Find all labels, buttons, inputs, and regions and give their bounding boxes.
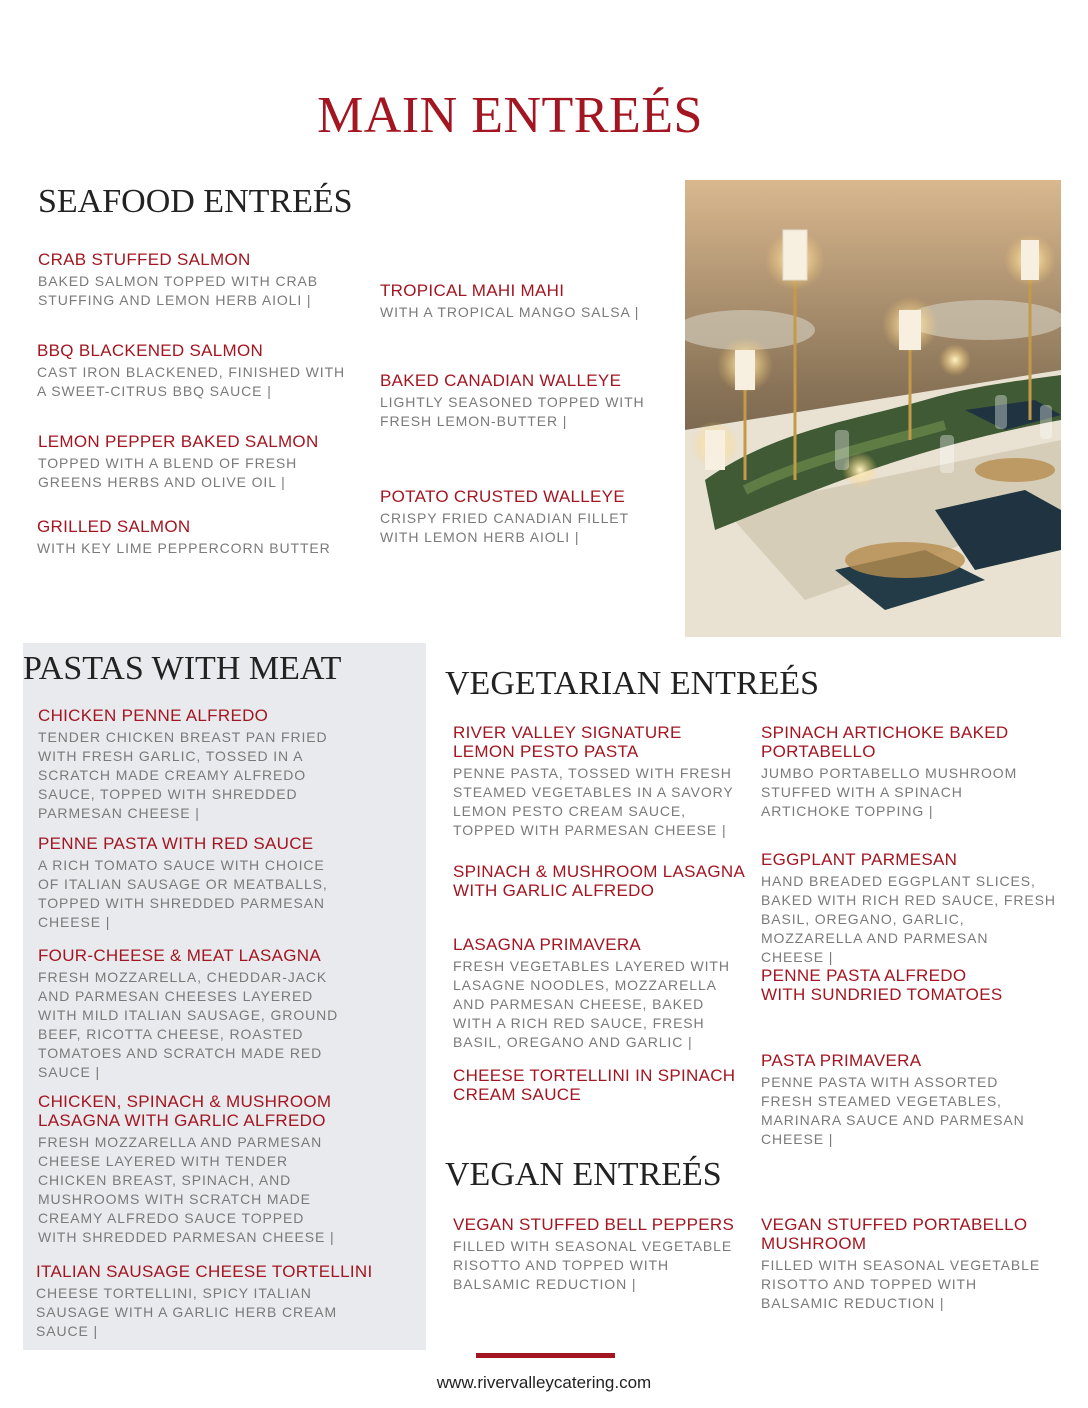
menu-item	[38, 834, 348, 932]
item-description: TENDER CHICKEN BREAST PAN FRIED WITH FRESH GARLIC, TOSSED IN A SCRATCH MADE CREAMY ALFREDO SAUCE, TOPPED WITH SHREDDED PARMESAN CHEESE |	[38, 729, 328, 821]
item-description: HAND BREADED EGGPLANT SLICES, BAKED WITH RICH RED SAUCE, FRESH BASIL, OREGANO, GARLIC, MOZZARELLA AND PARMESAN CHEESE |	[761, 873, 1056, 965]
item-description: PENNE PASTA, TOSSED WITH FRESH STEAMED VEGETABLES IN A SAVORY LEMON PESTO CREAM SAUCE, TOPPED WITH PARMESAN CHEESE |	[453, 765, 734, 838]
item-name: PASTA PRIMAVERA	[761, 1051, 922, 1070]
pastas-heading: PASTAS WITH MEAT	[23, 650, 342, 687]
menu-item	[380, 487, 670, 547]
item-description: FILLED WITH SEASONAL VEGETABLE RISOTTO AND TOPPED WITH BALSAMIC REDUCTION |	[453, 1238, 733, 1292]
item-name: BBQ BLACKENED SALMON	[37, 341, 264, 360]
menu-item	[38, 250, 358, 310]
item-description: TOPPED WITH A BLEND OF FRESH GREENS HERBS AND OLIVE OIL |	[38, 455, 298, 490]
menu-item	[380, 371, 680, 431]
menu-item	[761, 1051, 1051, 1149]
item-name: CRAB STUFFED SALMON	[38, 250, 251, 269]
menu-item	[38, 1092, 348, 1247]
menu-item	[453, 1215, 743, 1294]
item-name: TROPICAL MAHI MAHI	[380, 281, 565, 300]
item-name: CHICKEN, SPINACH & MUSHROOM LASAGNA WITH GARLIC ALFREDO	[38, 1092, 332, 1130]
item-name: BAKED CANADIAN WALLEYE	[380, 371, 622, 390]
item-name: VEGAN STUFFED BELL PEPPERS	[453, 1215, 735, 1234]
item-name: LASAGNA PRIMAVERA	[453, 935, 642, 954]
menu-item	[453, 723, 743, 840]
item-description: A RICH TOMATO SAUCE WITH CHOICE OF ITALIAN SAUSAGE OR MEATBALLS, TOPPED WITH SHREDDED PARMESAN CHEESE |	[38, 857, 328, 930]
menu-item	[453, 935, 748, 1052]
item-name: PENNE PASTA ALFREDO WITH SUNDRIED TOMATOES	[761, 966, 1003, 1004]
item-name: POTATO CRUSTED WALLEYE	[380, 487, 625, 506]
item-name: VEGAN STUFFED PORTABELLO MUSHROOM	[761, 1215, 1028, 1253]
item-name: RIVER VALLEY SIGNATURE LEMON PESTO PASTA	[453, 723, 682, 761]
item-description: CAST IRON BLACKENED, FINISHED WITH A SWEET-CITRUS BBQ SAUCE |	[37, 364, 346, 399]
item-description: FRESH MOZZARELLA AND PARMESAN CHEESE LAYERED WITH TENDER CHICKEN BREAST, SPINACH, AND MUSHROOMS WITH SCRATCH MADE CREAMY ALFREDO SAUCE TOPPED WITH SHREDDED PARMESAN CHEESE |	[38, 1134, 335, 1245]
item-description: WITH A TROPICAL MANGO SALSA |	[380, 304, 640, 320]
item-name: GRILLED SALMON	[37, 517, 191, 536]
footer-divider	[476, 1353, 615, 1358]
item-description: FILLED WITH SEASONAL VEGETABLE RISOTTO AND TOPPED WITH BALSAMIC REDUCTION |	[761, 1257, 1041, 1311]
menu-item	[36, 1262, 376, 1341]
item-description: PENNE PASTA WITH ASSORTED FRESH STEAMED VEGETABLES, MARINARA SAUCE AND PARMESAN CHEESE |	[761, 1074, 1025, 1147]
item-description: CRISPY FRIED CANADIAN FILLET WITH LEMON HERB AIOLI |	[380, 510, 629, 545]
vegetarian-heading: VEGETARIAN ENTREÉS	[445, 665, 820, 702]
menu-item	[380, 281, 680, 322]
menu-item	[38, 706, 348, 823]
menu-item	[761, 966, 1051, 1004]
item-name: PENNE PASTA WITH RED SAUCE	[38, 834, 314, 853]
item-name: SPINACH ARTICHOKE BAKED PORTABELLO	[761, 723, 1009, 761]
menu-item	[37, 341, 357, 401]
menu-item	[453, 862, 753, 900]
item-name: ITALIAN SAUSAGE CHEESE TORTELLINI	[36, 1262, 373, 1281]
item-description: WITH KEY LIME PEPPERCORN BUTTER	[37, 540, 331, 556]
menu-item	[761, 850, 1056, 967]
item-name: SPINACH & MUSHROOM LASAGNA WITH GARLIC ALFREDO	[453, 862, 746, 900]
item-description: FRESH VEGETABLES LAYERED WITH LASAGNE NOODLES, MOZZARELLA AND PARMESAN CHEESE, BAKED WITH A RICH RED SAUCE, FRESH BASIL, OREGANO AND GARLIC |	[453, 958, 730, 1050]
item-name: CHEESE TORTELLINI IN SPINACH CREAM SAUCE	[453, 1066, 736, 1104]
banquet-table-photo	[685, 180, 1061, 637]
item-description: JUMBO PORTABELLO MUSHROOM STUFFED WITH A SPINACH ARTICHOKE TOPPING |	[761, 765, 1018, 819]
item-description: FRESH MOZZARELLA, CHEDDAR-JACK AND PARMESAN CHEESES LAYERED WITH MILD ITALIAN SAUSAGE, GROUND BEEF, RICOTTA CHEESE, ROASTED TOMATOES AND SCRATCH MADE RED SAUCE |	[38, 969, 339, 1080]
item-name: LEMON PEPPER BAKED SALMON	[38, 432, 319, 451]
item-name: FOUR-CHEESE & MEAT LASAGNA	[38, 946, 322, 965]
item-name: CHICKEN PENNE ALFREDO	[38, 706, 269, 725]
menu-item	[761, 723, 1051, 821]
menu-item	[38, 432, 358, 492]
menu-item	[761, 1215, 1051, 1313]
menu-item	[38, 946, 348, 1082]
menu-item	[453, 1066, 743, 1104]
item-description: CHEESE TORTELLINI, SPICY ITALIAN SAUSAGE WITH A GARLIC HERB CREAM SAUCE |	[36, 1285, 338, 1339]
seafood-heading: SEAFOOD ENTREÉS	[38, 183, 353, 220]
item-name: EGGPLANT PARMESAN	[761, 850, 958, 869]
page-title: MAIN ENTREÉS	[317, 87, 703, 144]
item-description: LIGHTLY SEASONED TOPPED WITH FRESH LEMON-BUTTER |	[380, 394, 645, 429]
vegan-heading: VEGAN ENTREÉS	[445, 1156, 722, 1193]
footer-url[interactable]: www.rivervalleycatering.com	[436, 1373, 652, 1392]
menu-item	[37, 517, 357, 558]
item-description: BAKED SALMON TOPPED WITH CRAB STUFFING AND LEMON HERB AIOLI |	[38, 273, 318, 308]
